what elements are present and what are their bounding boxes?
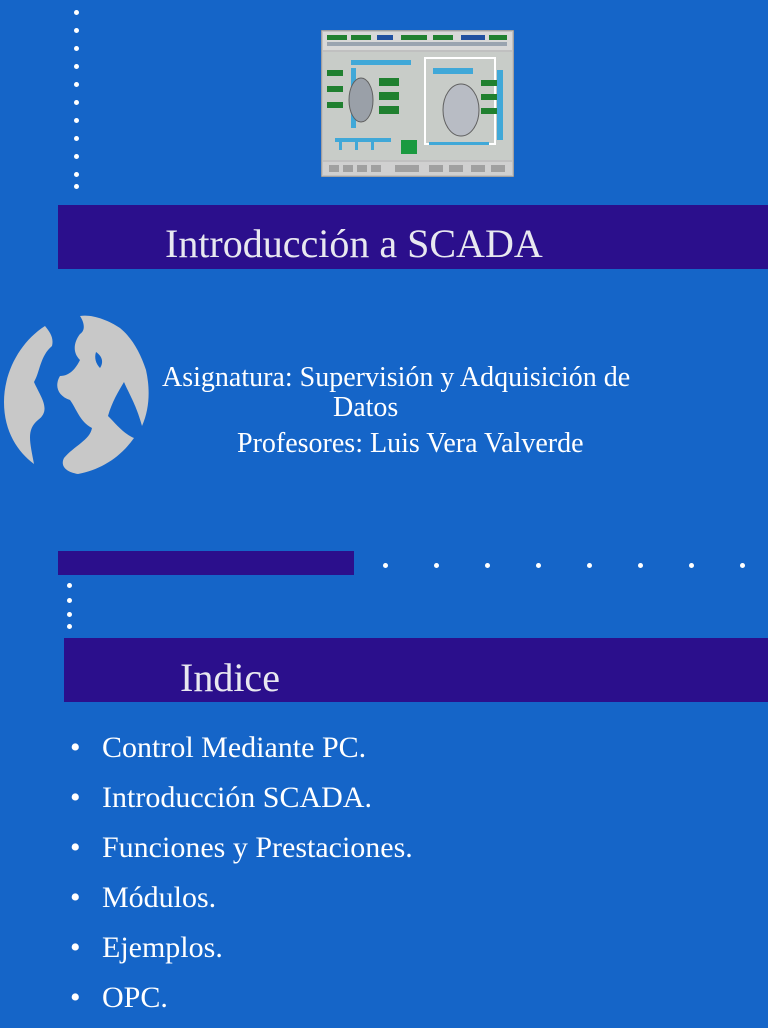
index-title: Indice: [180, 655, 280, 700]
index-title-bar: [64, 638, 768, 702]
list-item: • Ejemplos.: [70, 931, 223, 964]
professors-line: Profesores: Luis Vera Valverde: [237, 428, 584, 459]
list-item: • Módulos.: [70, 881, 217, 914]
list-item: • Funciones y Prestaciones.: [70, 831, 413, 864]
list-item: • Introducción SCADA.: [70, 781, 372, 814]
footer-bar: [58, 551, 354, 575]
list-item: • OPC.: [70, 981, 168, 1014]
index-list: [70, 728, 413, 1028]
slide-1-title: Introducción a SCADA: [165, 221, 543, 266]
subject-line-1: Asignatura: Supervisión y Adquisición de: [162, 362, 631, 393]
list-item: • Control Mediante PC.: [70, 731, 367, 764]
scada-screenshot-image: [321, 30, 514, 177]
subject-line-2: Datos: [333, 392, 399, 423]
globe-icon: [0, 312, 160, 477]
